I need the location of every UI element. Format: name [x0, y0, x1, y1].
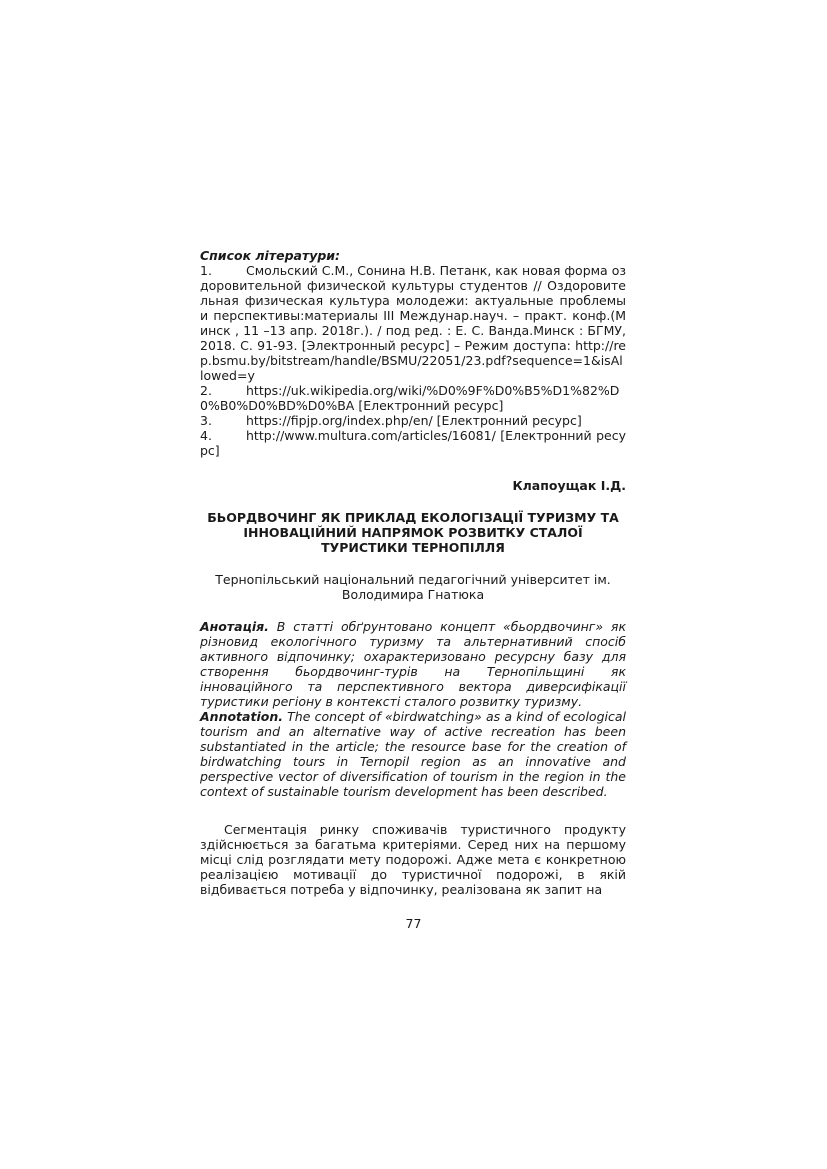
- abstract-ukrainian: [200, 619, 626, 709]
- reference-number: 4.: [200, 428, 212, 443]
- reference-text: http://www.multura.com/articles/16081/ [Електронний ресурс]: [200, 428, 626, 458]
- reference-item-3: [200, 413, 626, 428]
- abstract-english: [200, 709, 626, 799]
- abstract-ukrainian-text: В статті обґрунтовано концепт «бьордвочинг» як різновид екологічного туризму та альтернативний спосіб активного відпочинку; охарактеризовано ресурсну базу для створення бьордвочинг-турів на Тернопільщині як інноваційного та перспективного вектора диверсифікації туристики регіону в контексті сталого розвитку туризму.: [200, 619, 626, 709]
- article-title: БЬОРДВОЧИНГ ЯК ПРИКЛАД ЕКОЛОГІЗАЦІЇ ТУРИЗМУ ТА ІННОВАЦІЙНИЙ НАПРЯМОК РОЗВИТКУ СТАЛОЇ ТУРИСТИКИ ТЕРНОПІЛЛЯ: [207, 510, 619, 555]
- article-affiliation: Тернопільський національний педагогічний університет ім. Володимира Гнатюка: [215, 572, 611, 602]
- page-number: 77: [405, 916, 422, 931]
- reference-item-1: [200, 263, 626, 383]
- abstract-english-label: Annotation.: [200, 709, 283, 724]
- abstract-english-text: The concept of «birdwatching» as a kind of ecological tourism and an alternative way of active recreation has been substantiated in the article; the resource base for the creation of birdwatching tours in Ternopil region as an innovative and perspective vector of diversification of tourism in the region in the context of sustainable tourism development has been described.: [200, 709, 626, 799]
- reference-text: https://fipjp.org/index.php/en/ [Електронний ресурс]: [246, 413, 582, 428]
- article-author: Клапоущак І.Д.: [512, 478, 626, 493]
- reference-number: 2.: [200, 383, 212, 398]
- references-heading: Список літератури:: [200, 248, 341, 263]
- page-content: [200, 248, 626, 897]
- reference-text: Смольский С.М., Сонина Н.В. Петанк, как новая форма оздоровительной физической культуры студентов // Оздоровительная физическая культура молодежи: актуальные проблемы и перспективы:материалы III Междунар.науч. – практ. конф.(Минск , 11 –13 апр. 2018г.). / под ред. : Е. С. Ванда.Минск : БГМУ, 2018. С. 91-93. [Электронный ресурс] – Режим доступа: http://rep.bsmu.by/bitstream/handle/BSMU/22051/23.pdf?sequence=1&isAllowed=y: [200, 263, 626, 383]
- abstract-ukrainian-label: Анотація.: [200, 619, 269, 634]
- reference-number: 3.: [200, 413, 212, 428]
- reference-number: 1.: [200, 263, 212, 278]
- reference-text: https://uk.wikipedia.org/wiki/%D0%9F%D0%B5%D1%82%D0%B0%D0%BD%D0%BA [Електронний ресурс]: [200, 383, 620, 413]
- body-paragraph: Сегментація ринку споживачів туристичного продукту здійснюється за багатьма критеріями. Серед них на першому місці слід розглядати мету подорожі. Адже мета є конкретною реалізацією мотивації до туристичної подорожі, в якій відбивається потреба у відпочинку, реалізована як запит на: [200, 822, 626, 897]
- reference-item-2: [200, 383, 626, 413]
- reference-item-4: [200, 428, 626, 458]
